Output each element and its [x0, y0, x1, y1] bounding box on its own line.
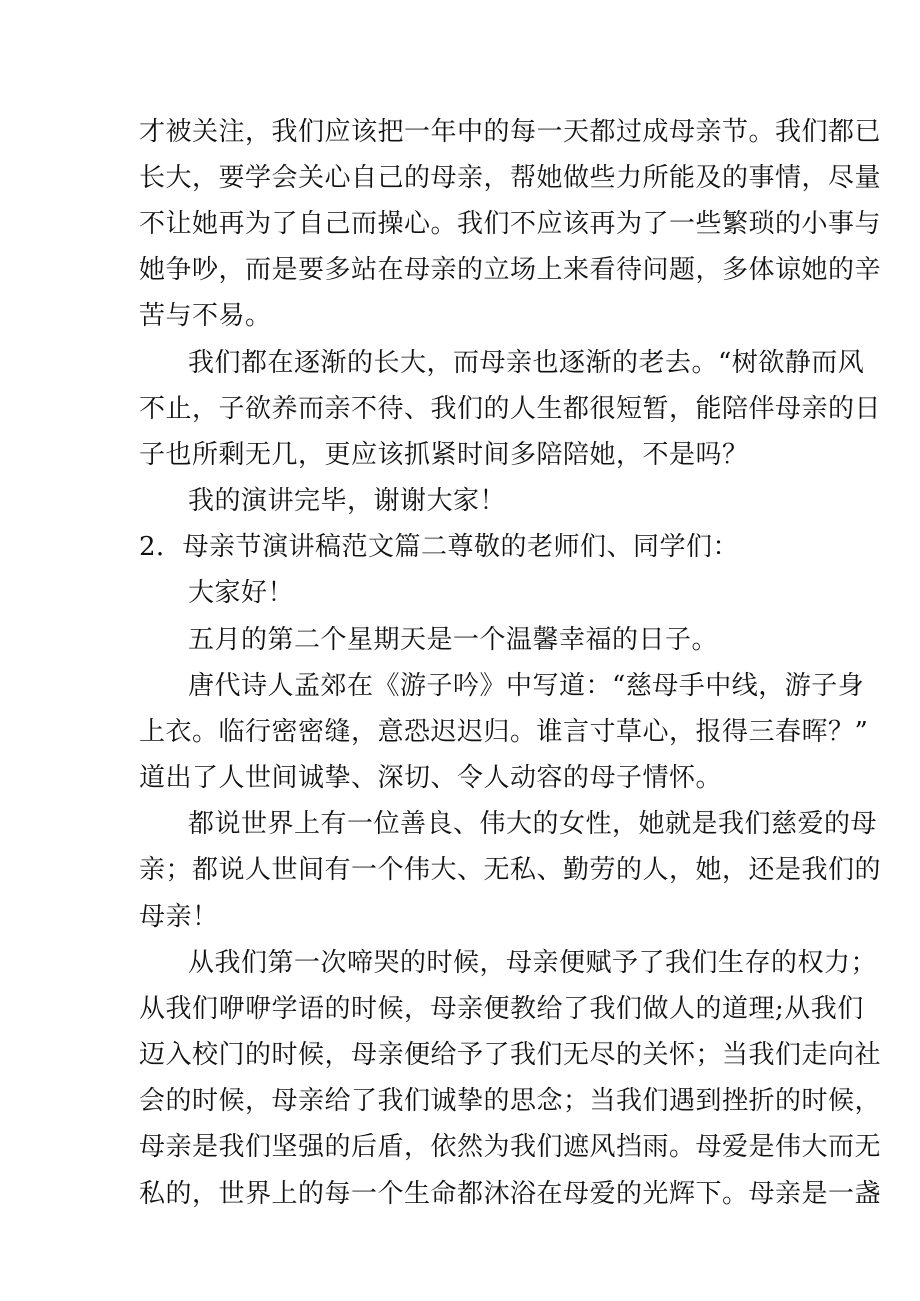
text-line: 才被关注，我们应该把一年中的每一天都过成母亲节。我们都已 [139, 117, 882, 147]
text-line: 不止，子欲养而亲不待、我们的人生都很短暂，能陪伴母亲的日 [139, 394, 882, 424]
section-heading: 2．母亲节演讲稿范文篇二尊敬的老师们、同学们： [139, 532, 740, 562]
text-line: 长大，要学会关心自己的母亲，帮她做些力所能及的事情，尽量 [139, 163, 882, 193]
text-line: 私的，世界上的每一个生命都沐浴在母爱的光辉下。母亲是一盏 [139, 1179, 882, 1209]
text-line: 都说世界上有一位善良、伟大的女性，她就是我们慈爱的母 [188, 809, 878, 839]
text-line: 会的时候，母亲给了我们诚挚的思念；当我们遇到挫折的时候， [139, 1086, 882, 1116]
text-line: 我的演讲完毕，谢谢大家！ [188, 486, 507, 516]
text-line: 上衣。临行密密缝，意恐迟迟归。谁言寸草心，报得三春晖？” [139, 717, 869, 747]
text-line: 唐代诗人孟郊在《游子吟》中写道：“慈母手中线，游子身 [188, 671, 865, 701]
text-line: 五月的第二个星期天是一个温馨幸福的日子。 [188, 625, 719, 655]
text-line: 从我们咿咿学语的时候，母亲便教给了我们做人的道理;从我们 [139, 994, 864, 1024]
text-line: 迈入校门的时候，母亲便给予了我们无尽的关怀；当我们走向社 [139, 1040, 882, 1070]
text-line: 道出了人世间诚挚、深切、令人动容的母子情怀。 [139, 763, 723, 793]
text-line: 亲；都说人世间有一个伟大、无私、勤劳的人，她，还是我们的 [139, 855, 882, 885]
text-line: 她争吵，而是要多站在母亲的立场上来看待问题，多体谅她的辛 [139, 255, 882, 285]
text-line: 不让她再为了自己而操心。我们不应该再为了一些繁琐的小事与 [139, 209, 882, 239]
text-line: 大家好！ [188, 578, 295, 608]
text-line: 子也所剩无几，更应该抓紧时间多陪陪她，不是吗？ [139, 440, 749, 470]
text-line: 母亲！ [139, 902, 219, 932]
text-line: 苦与不易。 [139, 301, 272, 331]
text-line: 我们都在逐渐的长大，而母亲也逐渐的老去。“树欲静而风 [188, 348, 865, 378]
text-line: 从我们第一次啼哭的时候，母亲便赋予了我们生存的权力； [188, 948, 878, 978]
text-line: 母亲是我们坚强的后盾，依然为我们遮风挡雨。母爱是伟大而无 [139, 1132, 882, 1162]
